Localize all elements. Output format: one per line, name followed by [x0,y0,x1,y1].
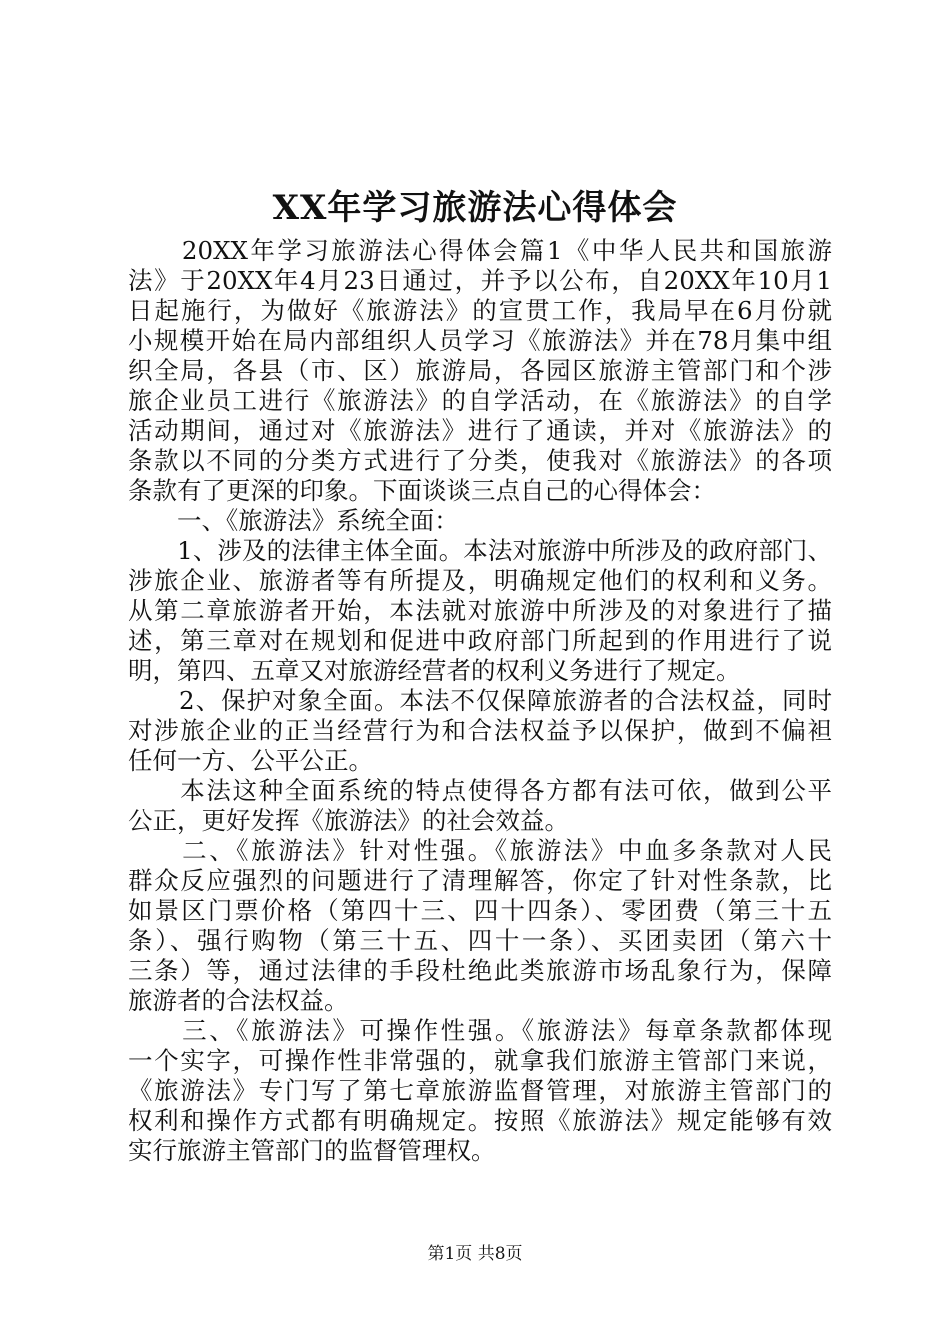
body-line: 如景区门票价格（第四十三、四十四条）、零团费（第三十五 [128,896,832,925]
section-heading: 二、《旅游法》针对性强。《旅游法》中血多条款对人民 [128,836,832,865]
page-footer: 第1页 共8页 [427,1244,523,1264]
body-line: 20XX年学习旅游法心得体会篇1《中华人民共和国旅游 [128,236,832,265]
document-body [128,236,832,1166]
body-line: 《旅游法》专门写了第七章旅游监督管理，对旅游主管部门的 [128,1076,832,1105]
body-line: 活动期间，通过对《旅游法》进行了通读，并对《旅游法》的 [128,416,832,445]
body-line: 小规模开始在局内部组织人员学习《旅游法》并在78月集中组 [128,326,832,355]
body-line: 1、涉及的法律主体全面。本法对旅游中所涉及的政府部门、 [128,536,832,565]
body-line: 2、保护对象全面。本法不仅保障旅游者的合法权益，同时 [128,686,832,715]
body-line: 条款有了更深的印象。下面谈谈三点自己的心得体会： [128,476,716,505]
body-line: 旅游者的合法权益。 [128,986,349,1015]
body-line: 实行旅游主管部门的监督管理权。 [128,1136,496,1165]
body-line: 涉旅企业、旅游者等有所提及，明确规定他们的权利和义务。 [128,566,832,595]
body-line: 条款以不同的分类方式进行了分类，使我对《旅游法》的各项 [128,446,832,475]
body-line: 本法这种全面系统的特点使得各方都有法可依，做到公平 [128,776,832,805]
body-line: 权利和操作方式都有明确规定。按照《旅游法》规定能够有效 [128,1106,832,1135]
body-line: 旅企业员工进行《旅游法》的自学活动，在《旅游法》的自学 [128,386,832,415]
body-line: 织全局，各县（市、区）旅游局，各园区旅游主管部门和个涉 [128,356,832,385]
body-line: 日起施行，为做好《旅游法》的宣贯工作，我局早在6月份就 [128,296,832,325]
body-line: 条）、强行购物（第三十五、四十一条）、买团卖团（第六十 [128,926,832,955]
body-line: 群众反应强烈的问题进行了清理解答，你定了针对性条款，比 [128,866,832,895]
body-line: 明，第四、五章又对旅游经营者的权利义务进行了规定。 [128,656,741,685]
page-title: XX年学习旅游法心得体会 [272,188,678,228]
body-line: 对涉旅企业的正当经营行为和合法权益予以保护，做到不偏袒 [128,716,832,745]
body-line: 一个实字，可操作性非常强的，就拿我们旅游主管部门来说， [128,1046,832,1075]
body-line: 公正，更好发挥《旅游法》的社会效益。 [128,806,569,835]
body-line: 述，第三章对在规划和促进中政府部门所起到的作用进行了说 [128,626,832,655]
body-line: 任何一方、公平公正。 [128,746,373,775]
body-line: 三条）等，通过法律的手段杜绝此类旅游市场乱象行为，保障 [128,956,832,985]
body-line: 法》于20XX年4月23日通过，并予以公布，自20XX年10月1 [128,266,832,295]
section-heading: 一、《旅游法》系统全面： [128,506,459,535]
section-heading: 三、《旅游法》可操作性强。《旅游法》每章条款都体现 [128,1016,832,1045]
body-line: 从第二章旅游者开始，本法就对旅游中所涉及的对象进行了描 [128,596,832,625]
